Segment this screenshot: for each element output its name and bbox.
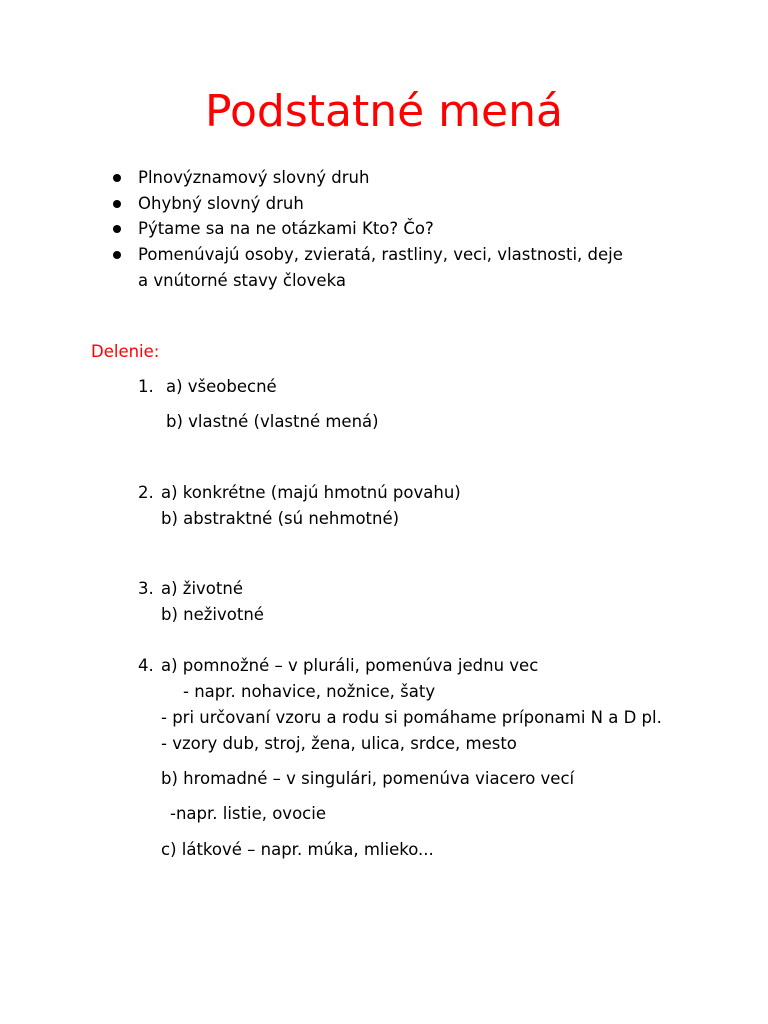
division-item-a-example: - napr. nohavice, nožnice, šaty: [183, 682, 436, 701]
division-item-c: c) látkové – napr. múka, mlieko...: [161, 840, 434, 859]
bullet-item: Plnovýznamový slovný druh: [138, 168, 370, 187]
division-item-a: a) všeobecné: [166, 377, 277, 396]
bullet-item: Ohybný slovný druh: [138, 194, 304, 213]
bullet-dot: [113, 174, 121, 182]
division-number: 3.: [138, 579, 154, 598]
division-item-a: a) konkrétne (majú hmotnú povahu): [161, 483, 461, 502]
division-item-b-example: -napr. listie, ovocie: [170, 804, 326, 823]
division-item-a-note: - vzory dub, stroj, žena, ulica, srdce, mesto: [161, 734, 517, 753]
division-number: 1.: [138, 377, 154, 396]
division-item-b: b) abstraktné (sú nehmotné): [161, 509, 400, 528]
division-number: 4.: [138, 656, 154, 675]
bullet-item: Pýtame sa na ne otázkami Kto? Čo?: [138, 219, 434, 238]
bullet-item: Pomenúvajú osoby, zvieratá, rastliny, veci, vlastnosti, deje: [138, 245, 623, 264]
bullet-dot: [113, 225, 121, 233]
bullet-item-continuation: a vnútorné stavy človeka: [138, 271, 346, 290]
division-item-b: b) vlastné (vlastné mená): [166, 412, 379, 431]
bullet-dot: [113, 200, 121, 208]
division-item-b: b) neživotné: [161, 605, 264, 624]
section-heading: Delenie:: [91, 342, 160, 361]
division-item-a: a) pomnožné – v pluráli, pomenúva jednu vec: [161, 656, 539, 675]
division-item-b: b) hromadné – v singulári, pomenúva viacero vecí: [161, 769, 575, 788]
division-item-a-note: - pri určovaní vzoru a rodu si pomáhame príponami N a D pl.: [161, 708, 662, 727]
division-number: 2.: [138, 483, 154, 502]
page-title: Podstatné mená: [205, 86, 563, 137]
bullet-dot: [113, 251, 121, 259]
division-item-a: a) životné: [161, 579, 243, 598]
